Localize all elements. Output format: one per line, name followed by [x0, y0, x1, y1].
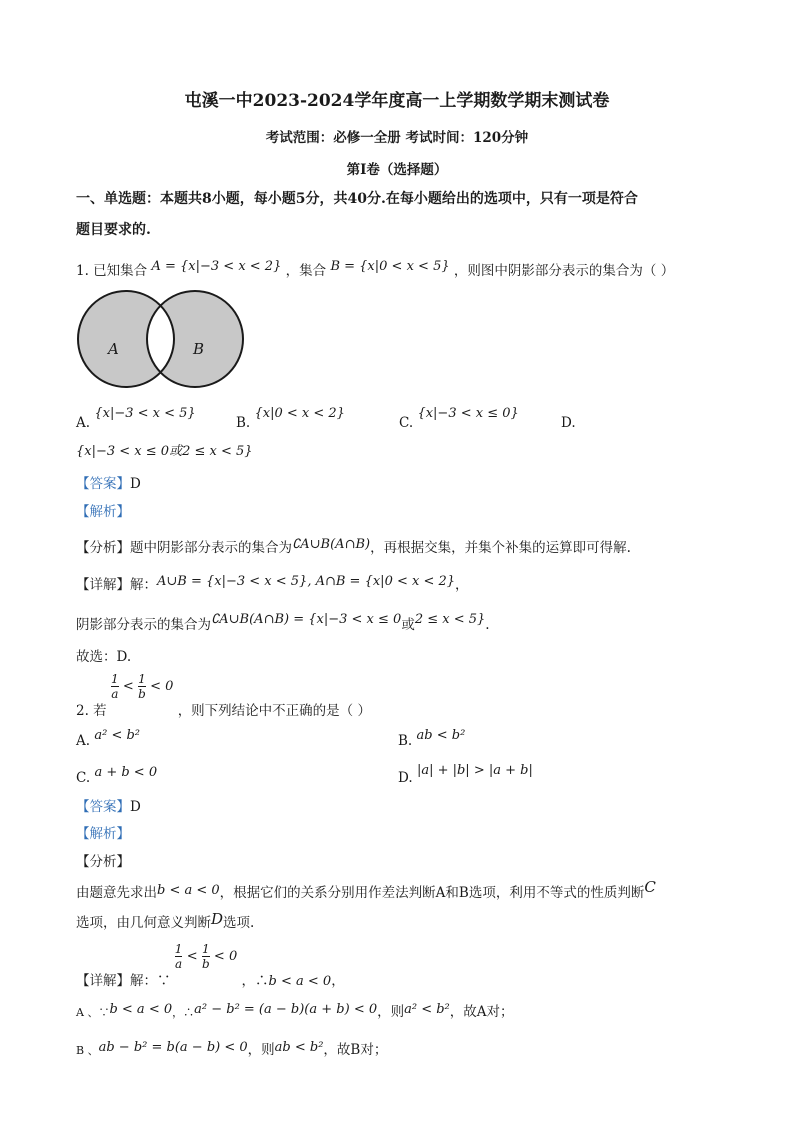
q2-option-c[interactable]: C. a + b < 0	[76, 765, 158, 786]
q1-shaded-set: 阴影部分表示的集合为∁A∪B(A∩B) = {x|−3 < x ≤ 0或2 ≤ x < 5}.	[76, 612, 490, 633]
q1-option-a-text: {x|−3 < x < 5}	[94, 406, 196, 421]
venn-label-a: A	[108, 340, 119, 358]
q2-detail-b: B 、ab − b² = b(a − b) < 0，则ab < b²，故B对；	[76, 1040, 388, 1058]
q1-option-b-text: {x|0 < x < 2}	[254, 406, 345, 421]
q1-answer: 【答案】D	[76, 476, 141, 492]
exam-scope-line: 考试范围：必修一全册 考试时间：120分钟	[265, 130, 529, 146]
question-2-stem: 2. 若 $\frac{1}{a}$ < $\frac{1}{b}$ < 0 ，则下列结论中不正确的是（ ）	[76, 672, 371, 719]
q1-detail: 【详解】解：A∪B = {x|−3 < x < 5}, A∩B = {x|0 < x < 2}，	[76, 574, 469, 593]
venn-diagram	[74, 288, 250, 392]
section-heading-line1: 一、单选题：本题共8小题，每小题5分，共40分.在每小题给出的选项中，只有一项是符合	[76, 191, 638, 207]
q1-set-b: B = {x|0 < x < 5}	[330, 259, 450, 274]
q1-option-a[interactable]: A. {x|−3 < x < 5}	[76, 406, 196, 431]
q2-option-b[interactable]: B. ab < b²	[398, 728, 466, 749]
q2-answer: 【答案】D	[76, 799, 141, 815]
q2-detail-a: A 、∵b < a < 0，∴a² − b² = (a − b)(a + b) < 0，则a² < b²，故A对；	[76, 1002, 514, 1020]
q1-option-b[interactable]: B. {x|0 < x < 2}	[236, 406, 345, 431]
q2-analysis-tag: 【解析】	[76, 826, 130, 842]
q1-fenxi: 【分析】题中阴影部分表示的集合为∁A∪B(A∩B)，再根据交集，并集个补集的运算即可得解.	[76, 537, 631, 556]
q2-fenxi-line2: 选项，由几何意义判断D选项.	[76, 910, 255, 931]
venn-label-b: B	[193, 340, 205, 358]
q2-frac-1: $\frac{1}{a}$	[110, 672, 119, 701]
q2-fenxi-tag: 【分析】	[76, 854, 130, 870]
section-heading-line2: 题目要求的.	[76, 222, 151, 238]
q1-choose: 故选：D.	[76, 649, 132, 665]
q2-detail-line: 【详解】解：∵ $\frac{1}{a}$ < $\frac{1}{b}$ < 0 ，∴b < a < 0，	[76, 942, 345, 989]
q1-option-d-text: {x|−3 < x ≤ 0或2 ≤ x < 5}	[76, 444, 253, 459]
q1-prefix: 1. 已知集合	[76, 263, 148, 279]
q2-option-a[interactable]: A. a² < b²	[76, 728, 140, 749]
q1-analysis-tag: 【解析】	[76, 504, 130, 520]
page-title: 屯溪一中2023-2024学年度高一上学期数学期末测试卷	[184, 91, 610, 111]
question-1-stem	[76, 259, 674, 279]
q2-frac-2: $\frac{1}{b}$	[138, 672, 146, 701]
q1-option-d[interactable]: D.	[561, 415, 576, 431]
q1-option-c-text: {x|−3 < x ≤ 0}	[417, 406, 519, 421]
q1-mid: ，集合	[285, 263, 327, 279]
q1-option-c[interactable]: C. {x|−3 < x ≤ 0}	[399, 406, 519, 431]
q1-suffix: ，则图中阴影部分表示的集合为（ ）	[453, 263, 675, 279]
q1-set-a: A = {x|−3 < x < 2}	[151, 259, 282, 274]
volume-heading: 第I卷（选择题）	[346, 162, 448, 178]
q2-option-d[interactable]: D. |a| + |b| > |a + b|	[398, 763, 533, 786]
q2-fenxi-line1: 由题意先求出b < a < 0，根据它们的关系分别用作差法判断A和B选项，利用不等式的性质判断C	[76, 878, 656, 901]
